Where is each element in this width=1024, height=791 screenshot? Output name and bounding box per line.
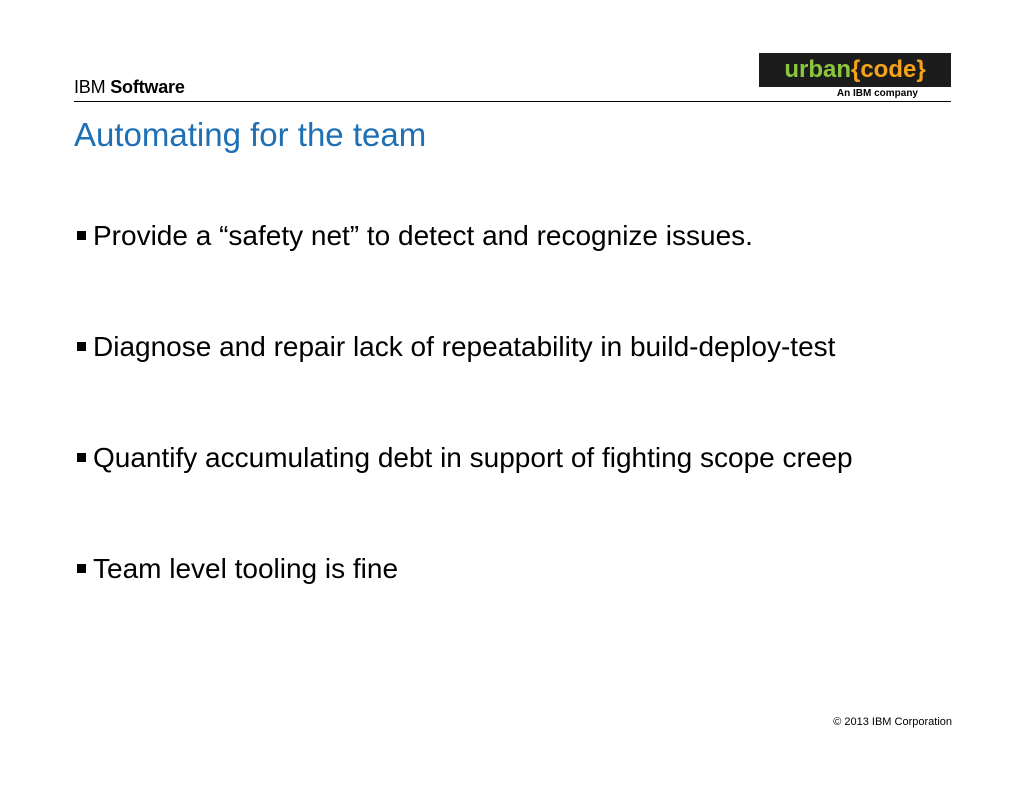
- bullet-text: Quantify accumulating debt in support of fighting scope creep: [93, 441, 853, 473]
- bullet-text: Diagnose and repair lack of repeatability in build-deploy-test: [93, 330, 836, 362]
- ibm-software-brand: [74, 77, 185, 98]
- bullet-item: [74, 328, 853, 365]
- square-bullet-icon: [77, 342, 86, 351]
- bullet-text: Provide a “safety net” to detect and recognize issues.: [93, 219, 753, 251]
- slide-title: Automating for the team: [74, 116, 427, 153]
- square-bullet-icon: [77, 231, 86, 240]
- logo-tagline: An IBM company: [836, 88, 918, 99]
- urbancode-logo: [759, 53, 951, 87]
- square-bullet-icon: [77, 564, 86, 573]
- brand-product: Software: [110, 77, 185, 97]
- logo-code-text: {code}: [850, 56, 926, 83]
- bullet-item: [74, 439, 853, 476]
- header-divider: [74, 101, 951, 102]
- square-bullet-icon: [77, 453, 86, 462]
- bullet-item: [74, 217, 853, 254]
- brand-company: IBM: [74, 77, 106, 97]
- bullet-item: [74, 550, 853, 587]
- bullet-text: Team level tooling is fine: [93, 552, 399, 584]
- logo-urban-text: urban: [784, 56, 851, 83]
- copyright-footer: © 2013 IBM Corporation: [833, 716, 952, 728]
- bullet-list: [74, 217, 853, 661]
